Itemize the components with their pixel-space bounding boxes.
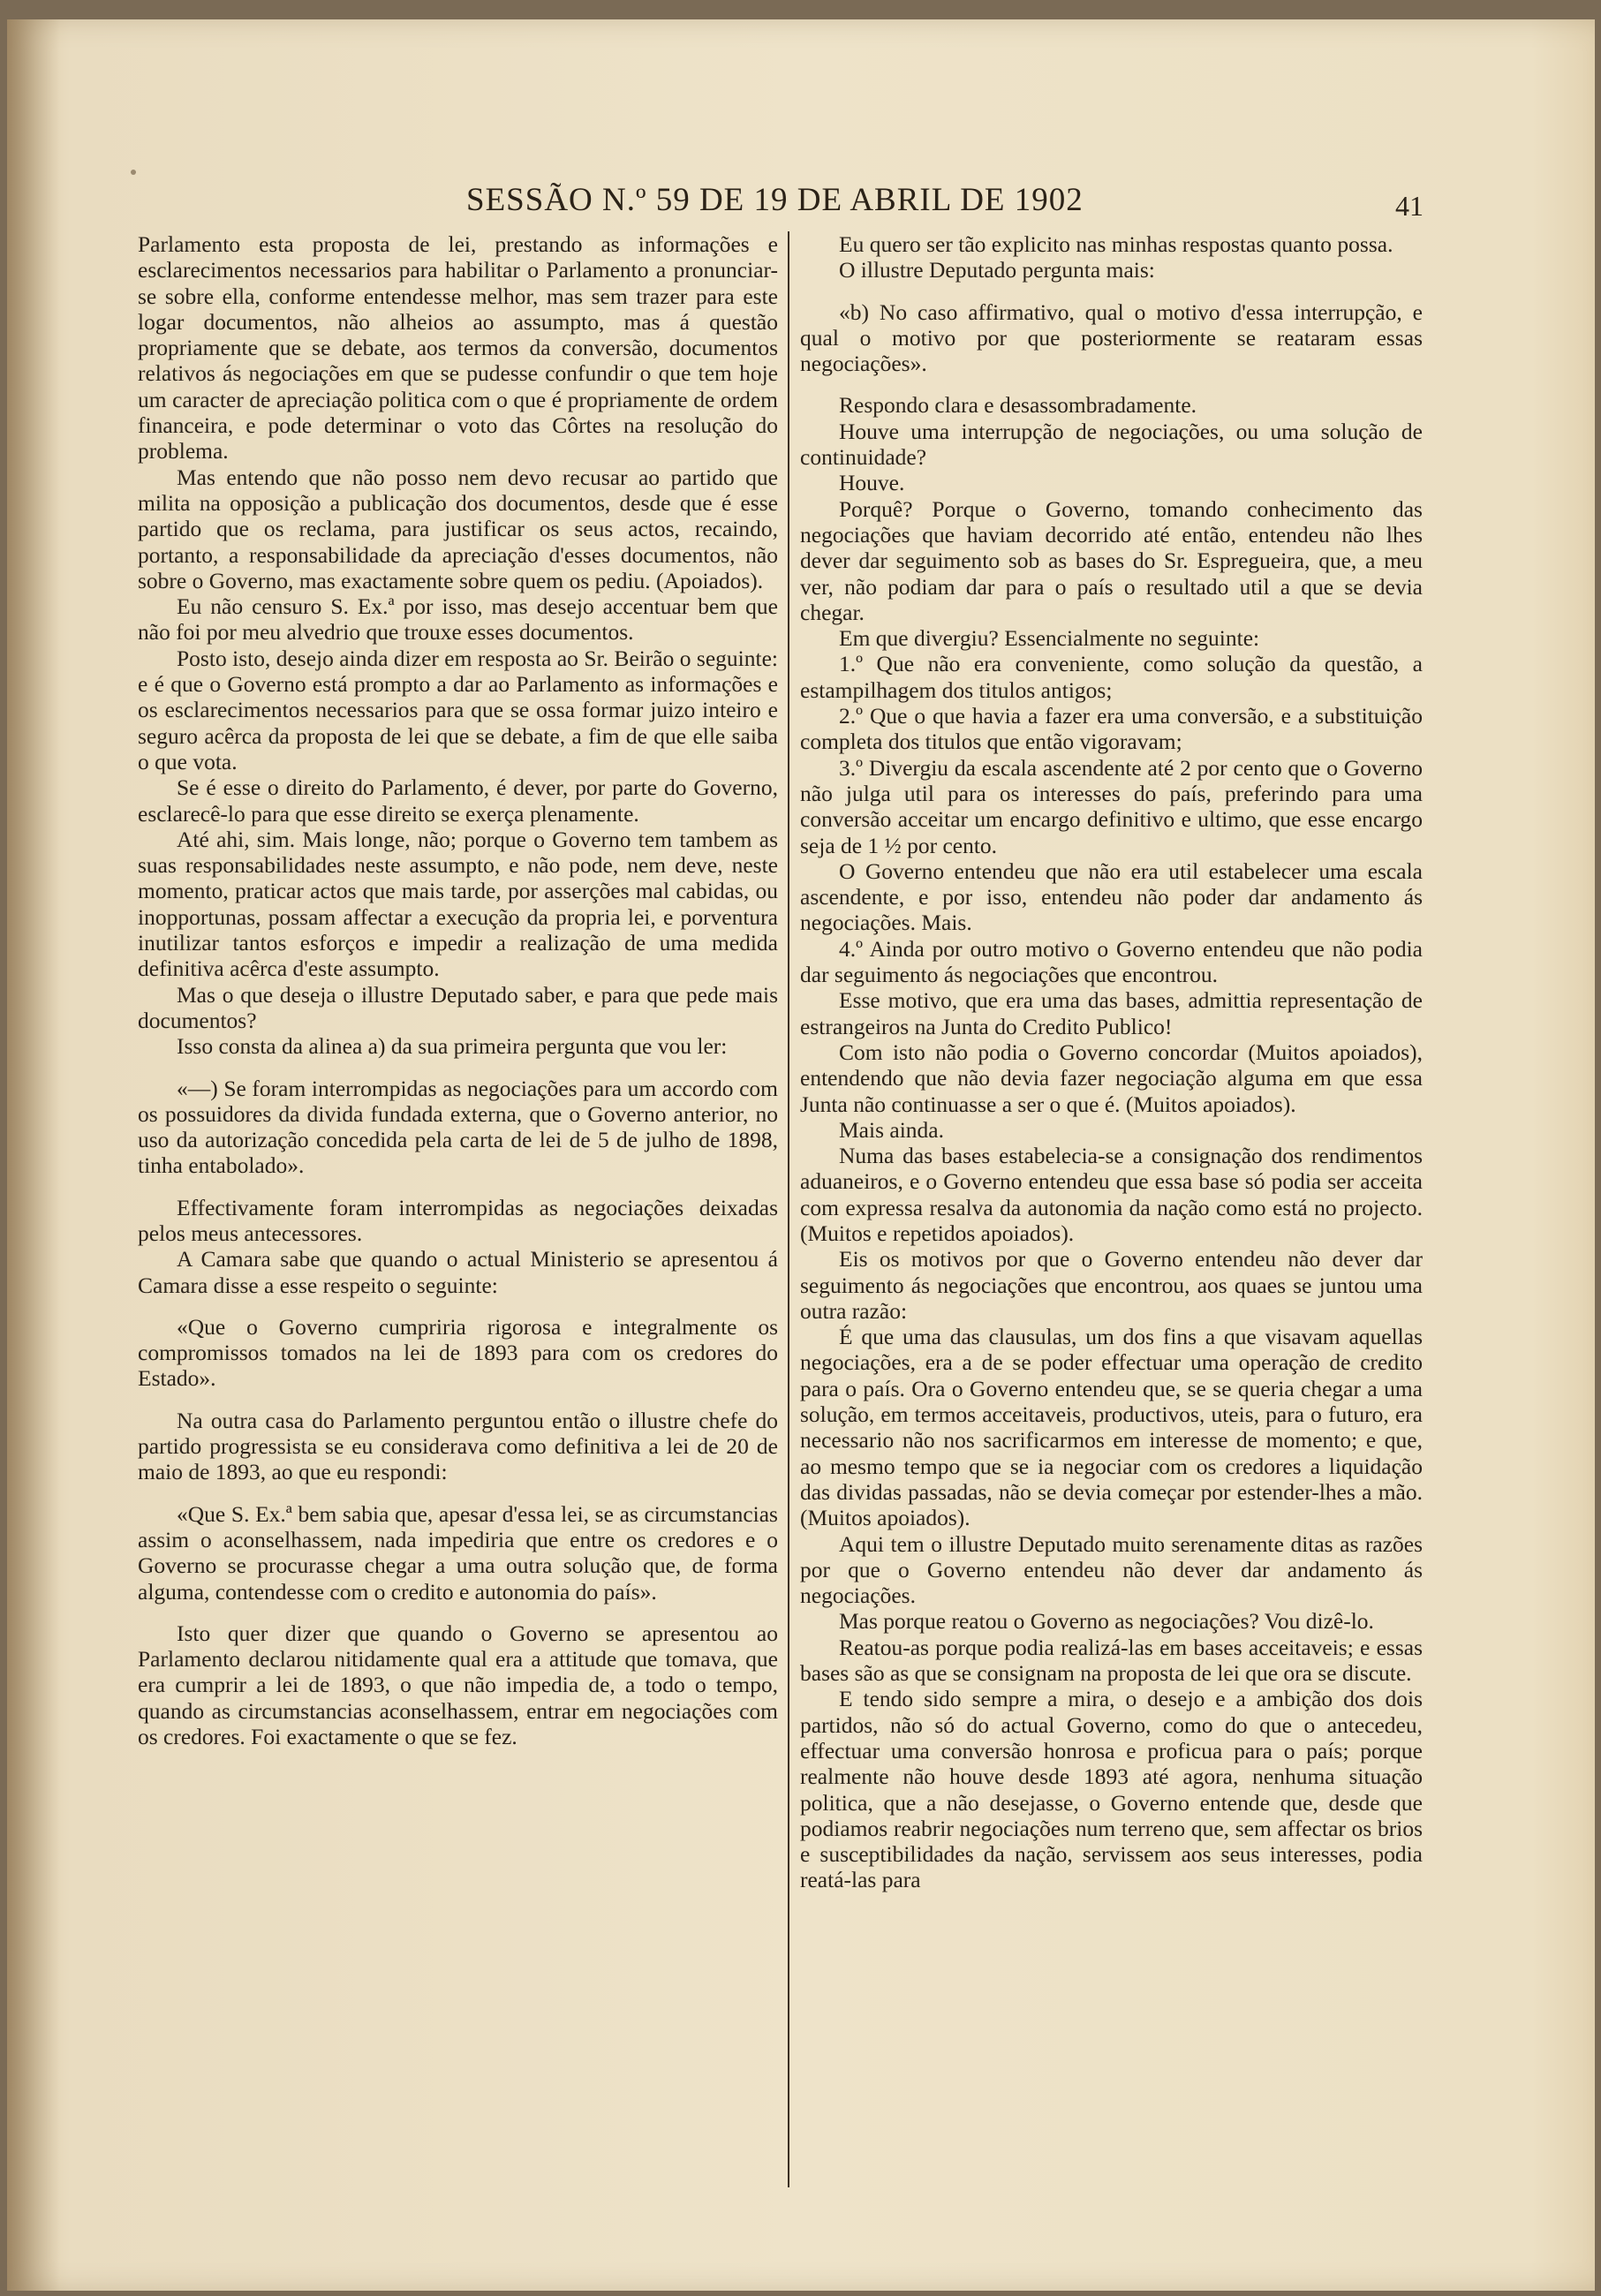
paragraph: O illustre Deputado pergunta mais:	[839, 257, 1155, 283]
paragraph: Na outra casa do Parlamento perguntou então o illustre chefe do partido progressista se eu considerava como definitiva a lei de 20 de maio de 1893, ao que eu respondi:	[138, 1407, 778, 1485]
paragraph: Mais ainda.	[839, 1116, 944, 1143]
page-header	[7, 174, 1595, 227]
paragraph: Mas entendo que não posso nem devo recusar ao partido que milita na opposição a publicação dos documentos, desde que é esse partido que os reclama, para justificar os seus actos, recaindo, portanto, a responsabilidade da apreciação d'esses documentos, não sobre o Governo, mas exactamente sobre quem os pediu. (Apoiados).	[138, 464, 778, 593]
right-column	[800, 231, 1423, 1893]
paragraph: Mas o que deseja o illustre Deputado saber, e para que pede mais documentos?	[138, 981, 778, 1033]
paragraph: Porquê? Porque o Governo, tomando conhecimento das negociações que haviam decorrido até então, entendeu não lhes dever dar seguimento sob as bases do Sr. Espregueira, que, a meu ver, não podiam dar para o país o resultado util a que se devia chegar.	[800, 495, 1423, 625]
paragraph: Com isto não podia o Governo concordar (Muitos apoiados), entendendo que não devia fazer negociação alguma em que essa Junta não continuasse a ser o que é. (Muitos apoiados).	[800, 1038, 1423, 1117]
page-number: 41	[1395, 190, 1424, 222]
paragraph: Eu não censuro S. Ex.ª por isso, mas desejo accentuar bem que não foi por meu alvedrio que trouxe esses documentos.	[138, 593, 778, 646]
paragraph: É que uma das clausulas, um dos fins a que visavam aquellas negociações, era a de se poder effectuar uma operação de credito para o país. Ora o Governo entendeu que, se se queria chegar a uma solução, em termos acceitaveis, productivos, uteis, para o futuro, era necessario não nos sacrificarmos em interesse de momento; e que, ao mesmo tempo que se ia negociar com os credores a liquidação das dividas passadas, não se devia começar por estender-lhes a mão. (Muitos apoiados).	[800, 1324, 1423, 1531]
paragraph: Houve.	[839, 470, 905, 496]
paragraph: Mas porque reatou o Governo as negociações? Vou dizê-lo.	[839, 1608, 1374, 1635]
page-edge-shadow	[7, 19, 60, 2291]
paragraph: Effectivamente foram interrompidas as negociações deixadas pelos meus antecessores.	[138, 1194, 778, 1246]
paragraph: E tendo sido sempre a mira, o desejo e a ambição dos dois partidos, não só do actual Governo, como do que o antecedeu, effectuar uma conversão honrosa e proficua para o país; porque realmente não houve desde 1893 até agora, nenhuma situação politica, que a não desejasse, o Governo entende que, desde que podiamos reabrir negociações num terreno que, sem affectar os brios e susceptibilidades da nação, servissem aos seus interesses, podia reatá-las para	[800, 1686, 1423, 1893]
session-title: SESSÃO N.º 59 DE 19 DE ABRIL DE 1902	[466, 182, 1084, 218]
document-page	[7, 19, 1595, 2291]
numbered-point: 1.º Que não era conveniente, como solução da questão, a estampilhagem dos titulos antigos;	[800, 651, 1423, 703]
paragraph: O Governo entendeu que não era util estabelecer uma escala ascendente, e por isso, entendeu não poder dar andamento ás negociações. Mais.	[800, 857, 1423, 936]
paragraph: Isso consta da alinea a) da sua primeira pergunta que vou ler:	[177, 1033, 728, 1060]
paragraph: Isto quer dizer que quando o Governo se apresentou ao Parlamento declarou nitidamente qual era a attitude que tomava, que era cumprir a lei de 1893, o que não impedia de, a todo o tempo, quando as circumstancias aconselhassem, entrar em negociações com os credores. Foi exactamente o que se fez.	[138, 1620, 778, 1750]
paragraph: Eis os motivos por que o Governo entendeu não dever dar seguimento ás negociações que encontrou, aos quaes se juntou uma outra razão:	[800, 1246, 1423, 1324]
quoted-question: «—) Se foram interrompidas as negociações para um accordo com os possuidores da divida fundada externa, que o Governo anterior, no uso da autorização concedida pela carta de lei de 5 de julho de 1898, tinha entabolado».	[138, 1075, 778, 1179]
paragraph: Houve uma interrupção de negociações, ou uma solução de continuidade?	[800, 418, 1423, 471]
paragraph: Eu quero ser tão explicito nas minhas respostas quanto possa.	[839, 231, 1393, 257]
paragraph: Respondo clara e desassombradamente.	[839, 392, 1197, 419]
paragraph: A Camara sabe que quando o actual Ministerio se apresentou á Camara disse a esse respeito o seguinte:	[138, 1246, 778, 1298]
paragraph: Se é esse o direito do Parlamento, é dever, por parte do Governo, esclarecê-lo para que esse direito se exerça plenamente.	[138, 774, 778, 827]
paragraph: Numa das bases estabelecia-se a consignação dos rendimentos aduaneiros, e o Governo entendeu que essa base só podia ser acceita com expressa resalva da autonomia da nação como está no projecto. (Muitos e repetidos apoiados).	[800, 1143, 1423, 1246]
quoted-statement: «Que o Governo cumpriria rigorosa e integralmente os compromissos tomados na lei de 1893 para com os credores do Estado».	[138, 1313, 778, 1392]
left-column	[138, 231, 778, 1749]
numbered-point: 3.º Divergiu da escala ascendente até 2 por cento que o Governo não julga util para os interesses do país, preferindo para uma conversão acceitar um encargo definitivo e ultimo, que esse encargo seja de 1 ½ por cento.	[800, 754, 1423, 858]
paragraph: Em que divergiu? Essencialmente no seguinte:	[839, 625, 1260, 652]
quoted-question: «b) No caso affirmativo, qual o motivo d'essa interrupção, e qual o motivo por que posteriormente se reataram essas negociações».	[800, 298, 1423, 377]
paragraph: Posto isto, desejo ainda dizer em resposta ao Sr. Beirão o seguinte: e é que o Governo está prompto a dar ao Parlamento as informações e os esclarecimentos necessarios para que se ossa formar juizo inteiro e seguro acêrca da proposta de lei que se debate, a fim de que elle saiba o que vota.	[138, 645, 778, 774]
numbered-point: 2.º Que o que havia a fazer era uma conversão, e a substituição completa dos titulos que então vigoravam;	[800, 703, 1423, 755]
paragraph: Esse motivo, que era uma das bases, admittia representação de estrangeiros na Junta do Credito Publico!	[800, 987, 1423, 1039]
paragraph: Reatou-as porque podia realizá-las em bases acceitaveis; e essas bases são as que se consignam na proposta de lei que ora se discute.	[800, 1634, 1423, 1687]
column-divider	[788, 231, 789, 2187]
quoted-statement: «Que S. Ex.ª bem sabia que, apesar d'essa lei, se as circumstancias assim o aconselhassem, nada impediria que entre os credores e o Governo se procurasse chegar a uma outra solução que, de forma alguma, contendesse com o credito e autonomia do país».	[138, 1500, 778, 1605]
paragraph: Aqui tem o illustre Deputado muito serenamente ditas as razões por que o Governo entendeu não dever dar andamento ás negociações.	[800, 1530, 1423, 1609]
paragraph: Parlamento esta proposta de lei, prestando as informações e esclarecimentos necessarios para habilitar o Parlamento a pronunciar-se sobre ella, conforme entendesse melhor, mas sem trazer para este logar documentos, não alheios ao assumpto, mas á questão propriamente que se debate, aos termos da conversão, documentos relativos ás negociações em que se pudesse confundir o que tem hoje um caracter de apreciação politica com o que é propriamente de ordem financeira, e pode determinar o voto das Côrtes na resolução do problema.	[138, 231, 778, 464]
paragraph: Até ahi, sim. Mais longe, não; porque o Governo tem tambem as suas responsabilidades neste assumpto, e não pode, nem deve, neste momento, praticar actos que mais tarde, por asserções mal cabidas, ou inopportunas, possam affectar a execução da propria lei, e porventura inutilizar tantos esforços e impedir a realização de uma medida definitiva acêrca d'este assumpto.	[138, 826, 778, 982]
numbered-point: 4.º Ainda por outro motivo o Governo entendeu que não podia dar seguimento ás negociações que encontrou.	[800, 935, 1423, 988]
